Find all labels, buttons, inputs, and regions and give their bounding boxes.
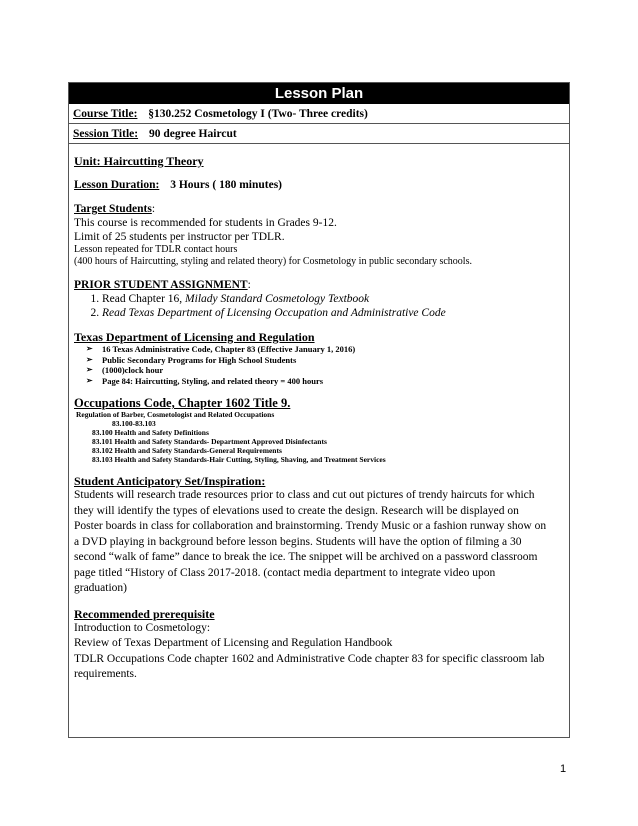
anticipatory-section — [74, 474, 564, 597]
occupations-section — [74, 396, 564, 464]
tdlr-section — [74, 330, 564, 386]
list-item: ➢ Page 84: Haircutting, Styling, and related theory = 400 hours — [86, 376, 564, 387]
course-title-row — [69, 104, 569, 124]
prerequisite-line: requirements. — [74, 668, 137, 680]
anticipatory-line: graduation) — [74, 582, 128, 594]
prerequisite-line: Introduction to Cosmetology: — [74, 621, 211, 634]
tdlr-heading: Texas Department of Licensing and Regulation — [74, 330, 315, 344]
anticipatory-line: Students will research trade resources prior to class and cut out pictures of trendy haircuts for which — [74, 489, 535, 501]
session-title-label: Session Title: — [73, 128, 139, 140]
lesson-duration-label: Lesson Duration: — [74, 179, 160, 191]
target-students-section — [74, 202, 564, 268]
prior-assignment-colon: : — [247, 279, 251, 291]
prerequisite-line: Review of Texas Department of Licensing and Regulation Handbook — [74, 637, 393, 649]
course-title-label: Course Title: — [73, 108, 138, 120]
prior-assignment-section — [74, 278, 564, 320]
target-students-heading: Target Students — [74, 203, 152, 215]
target-line: (400 hours of Haircutting, styling and related theory) for Cosmetology in public secondary schools. — [74, 256, 472, 267]
list-item: 2. Read Texas Department of Licensing Occupation and Administrative Code — [102, 306, 564, 320]
page-title: Lesson Plan — [69, 83, 569, 104]
target-line: Lesson repeated for TDLR contact hours — [74, 244, 238, 255]
target-line: Limit of 25 students per instructor per TDLR. — [74, 231, 285, 243]
course-title-value: §130.252 Cosmetology I (Two- Three credits) — [148, 108, 368, 120]
anticipatory-line: a DVD playing in background before lesson begins. Students will have the option of filming a 30 — [74, 535, 522, 548]
prerequisite-line: TDLR Occupations Code chapter 1602 and Administrative Code chapter 83 for specific classroom lab — [74, 652, 545, 665]
prior-assignment-heading: PRIOR STUDENT ASSIGNMENT — [74, 279, 248, 291]
list-item: ➢ (1000)clock hour — [86, 365, 564, 376]
list-item: 83.102 Health and Safety Standards-General Requirements — [92, 446, 282, 455]
list-item: 83.100 Health and Safety Definitions — [92, 428, 209, 437]
unit-heading: Unit: Haircutting Theory — [74, 154, 204, 168]
list-item: ➢ Public Secondary Programs for High School Students — [86, 355, 564, 366]
target-line: This course is recommended for students in Grades 9-12. — [74, 217, 337, 229]
list-item: 83.101 Health and Safety Standards- Department Approved Disinfectants — [92, 437, 327, 446]
session-title-value: 90 degree Haircut — [148, 128, 237, 140]
lesson-duration-value: 3 Hours ( 180 minutes) — [170, 179, 282, 191]
anticipatory-line: second “walk of fame” dance to break the ice. The snippet will be archived on a password classroom — [74, 551, 538, 563]
prerequisite-heading: Recommended prerequisite — [74, 606, 215, 621]
page-number: 1 — [560, 763, 567, 775]
list-item: 1. Read Chapter 16, Milady Standard Cosmetology Textbook — [102, 292, 564, 306]
lesson-body — [69, 144, 569, 683]
anticipatory-line: they will identify the types of elevations used to create the design. Research will be displayed on — [74, 504, 519, 517]
anticipatory-heading: Student Anticipatory Set/Inspiration: — [74, 474, 266, 488]
prerequisite-section — [74, 607, 564, 683]
list-item: 83.103 Health and Safety Standards-Hair Cutting, Styling, Shaving, and Treatment Services — [92, 455, 386, 464]
session-title-row — [69, 124, 569, 144]
anticipatory-line: page titled “History of Class 2017-2018. (contact media department to integrate video upon — [74, 566, 496, 579]
list-item: ➢ 16 Texas Administrative Code, Chapter 83 (Effective January 1, 2016) — [86, 344, 564, 355]
occupations-subheading: Regulation of Barber, Cosmetologist and Related Occupations — [76, 410, 275, 419]
lesson-duration — [74, 178, 564, 192]
occupations-range: 83.100-83.103 — [112, 419, 156, 428]
lesson-plan-document — [68, 82, 570, 738]
anticipatory-line: Poster boards in class for collaboration and brainstorming. Trendy Music or a fashion runway show on — [74, 520, 547, 532]
occupations-heading: Occupations Code, Chapter 1602 Title 9. — [74, 396, 291, 410]
target-students-colon: : — [151, 203, 156, 215]
